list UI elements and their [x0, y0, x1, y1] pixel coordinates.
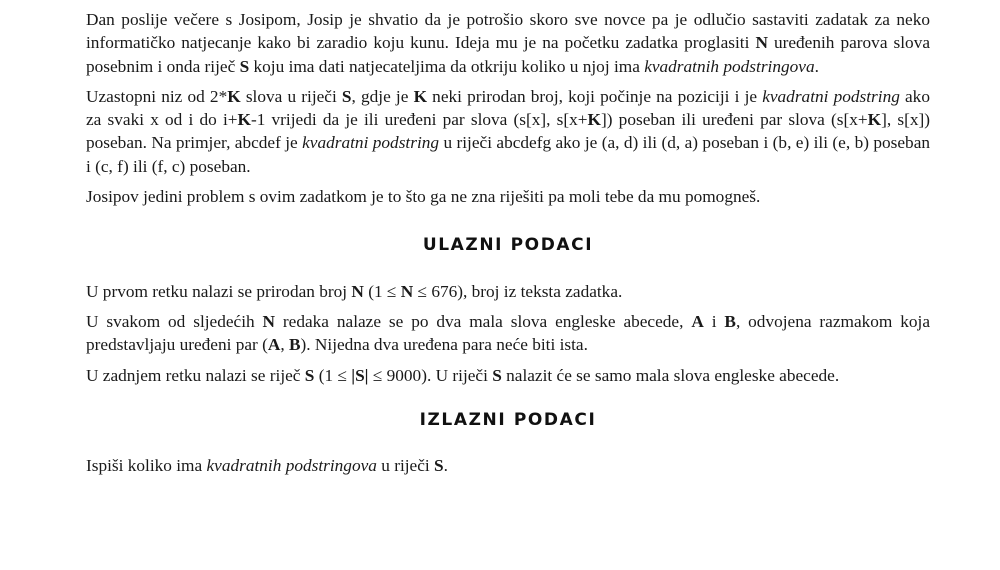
intro-paragraph — [86, 185, 930, 208]
text-segment: ako za svaki x od i do i+ — [86, 86, 930, 130]
output-section — [86, 454, 930, 477]
text-segment: Ispiši koliko ima — [86, 456, 207, 476]
text-segment: u riječi — [376, 456, 435, 476]
bold-variable: N — [400, 281, 414, 301]
intro-paragraph — [86, 8, 930, 78]
text-segment: . — [814, 56, 819, 76]
text-segment: U prvom retku nalazi se prirodan broj — [86, 281, 352, 301]
italic-term: kvadratnih podstringova — [644, 56, 815, 76]
bold-variable: S — [304, 365, 315, 385]
bold-variable: K — [867, 110, 882, 130]
bold-variable: N — [755, 33, 768, 53]
text-segment: neki prirodan broj, koji počinje na poziciji i je — [427, 86, 763, 106]
problem-statement-page — [86, 8, 930, 484]
italic-term: kvadratnih podstringova — [206, 456, 377, 476]
text-segment: -1 vrijedi da je ili uređeni par slova (s[x], s[x+ — [250, 110, 588, 130]
text-segment: ]) poseban ili uređeni par slova (s[x+ — [600, 110, 868, 130]
bold-variable: N — [262, 311, 276, 331]
text-segment: u riječi abcdefg ako je (a, d) ili (d, a) poseban i (b, e) ili (e, b) poseban i (c, f) ili (f, c) poseban. — [86, 133, 931, 176]
input-section-heading: ULAZNI PODACI — [422, 235, 594, 256]
text-segment: redaka nalaze se po dva mala slova engleske abecede, — [275, 311, 692, 331]
text-segment: koju ima dati natjecateljima da otkriju koliko u njoj ima — [249, 56, 645, 76]
input-paragraph — [86, 280, 930, 303]
text-segment: Uzastopni niz od 2* — [86, 86, 228, 106]
text-segment: slova u riječi — [240, 86, 342, 106]
bold-variable: S — [239, 56, 250, 76]
output-section-heading: IZLAZNI PODACI — [419, 409, 597, 430]
text-segment: uređenih parova slova posebnim i onda riječ — [86, 33, 931, 76]
bold-variable: A — [267, 335, 281, 355]
text-segment: U svakom od sljedećih — [86, 311, 263, 331]
text-segment: ≤ 676), broj iz teksta zadatka. — [413, 281, 623, 301]
text-segment: , gdje je — [351, 86, 414, 106]
text-segment: Josipov jedini problem s ovim zadatkom je to što ga ne zna riješiti pa moli tebe da mu pomogneš. — [86, 187, 761, 207]
italic-term: kvadratni podstring — [762, 86, 900, 106]
text-segment: ). Nijedna dva uređena para neće biti ista. — [300, 335, 588, 355]
bold-variable: S — [341, 86, 352, 106]
input-paragraph — [86, 364, 930, 387]
bold-variable: N — [351, 281, 364, 301]
text-segment: (1 ≤ — [314, 365, 352, 385]
bold-variable: K — [227, 86, 241, 106]
input-section — [86, 280, 930, 387]
bold-variable: K — [587, 110, 601, 130]
input-paragraph — [86, 310, 930, 357]
output-paragraph — [86, 454, 930, 477]
text-segment: . — [443, 456, 448, 476]
text-segment: ], s[x]) poseban. Na primjer, abcdef je — [86, 110, 930, 153]
text-segment: U zadnjem retku nalazi se riječ — [86, 365, 305, 385]
bold-variable: A — [691, 311, 704, 331]
text-segment: , odvojena razmakom koja predstavljaju uređeni par ( — [86, 311, 930, 355]
intro-paragraph — [86, 85, 930, 178]
text-segment: (1 ≤ — [363, 281, 401, 301]
italic-term: kvadratni podstring — [302, 133, 440, 153]
intro-section — [86, 8, 930, 208]
bold-variable: |S| — [351, 365, 369, 385]
text-segment: i — [703, 311, 725, 331]
bold-variable: K — [413, 86, 428, 106]
text-segment: ≤ 9000). U riječi — [368, 365, 493, 385]
bold-variable: K — [237, 110, 251, 130]
text-segment: nalazit će se samo mala slova engleske abecede. — [501, 365, 840, 385]
bold-variable: S — [434, 456, 444, 476]
bold-variable: B — [288, 335, 301, 355]
bold-variable: B — [724, 311, 736, 331]
text-segment: Dan poslije večere s Josipom, Josip je shvatio da je potrošio skoro sve novce pa je odlučio sastaviti zadatak za neko informatičko natjecanje kako bi zaradio koju kunu. Ideja mu je na početku zadatka proglasiti — [86, 10, 930, 53]
text-segment: , — [280, 335, 289, 355]
bold-variable: S — [492, 365, 502, 385]
